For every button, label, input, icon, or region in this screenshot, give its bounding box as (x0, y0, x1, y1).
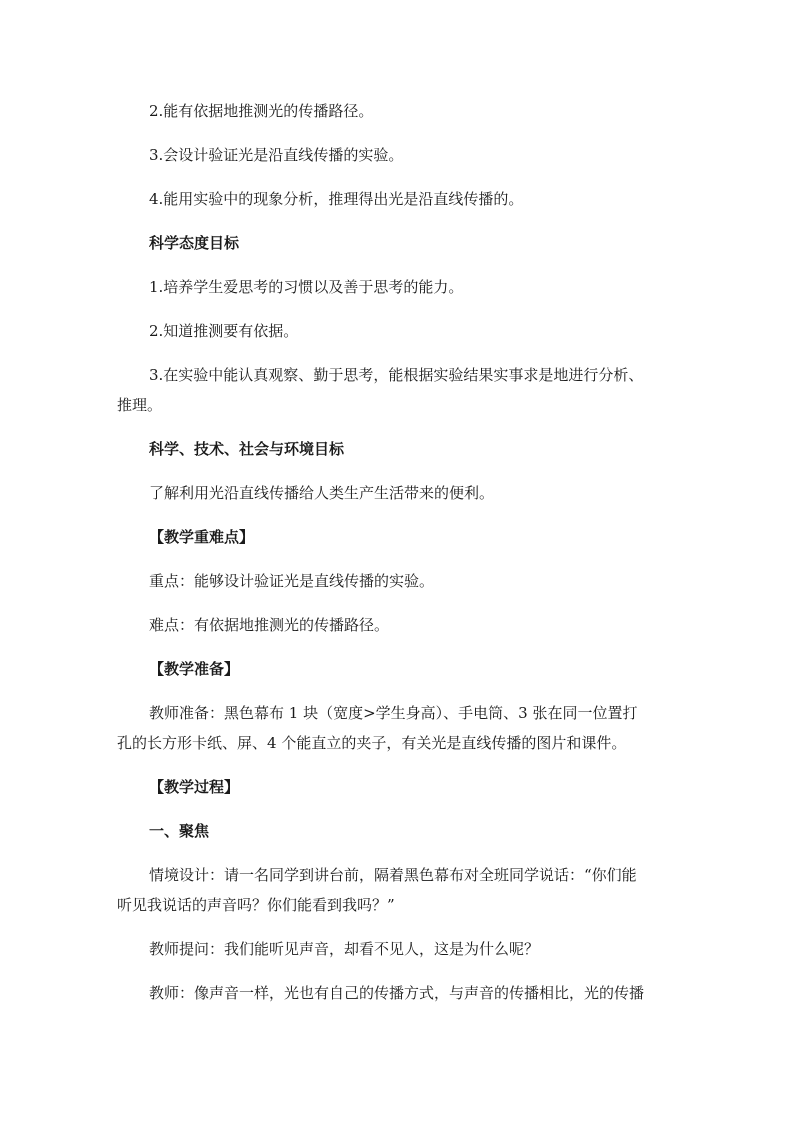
objective-paragraph-2 (117, 96, 683, 126)
section-heading-science-attitude (117, 228, 683, 258)
text-line: 了解利用光沿直线传播给人类生产生活带来的便利。 (149, 484, 495, 502)
heading-text: 科学、技术、社会与环境目标 (149, 440, 345, 458)
section-heading-preparation (117, 654, 683, 684)
heading-text: 【教学准备】 (149, 660, 240, 678)
text-line: 2.能有依据地推测光的传播路径。 (149, 102, 374, 120)
text-line: 情境设计：请一名同学到讲台前，隔着黑色幕布对全班同学说话：“你们能 (149, 866, 637, 884)
teacher-question-paragraph (117, 934, 683, 964)
attitude-paragraph-1 (117, 272, 683, 302)
text-line: 难点：有依据地推测光的传播路径。 (149, 616, 390, 634)
objective-paragraph-3 (117, 140, 683, 170)
text-line: 孔的长方形卡纸、屏、4 个能直立的夹子，有关光是直线传播的图片和课件。 (117, 734, 627, 752)
scenario-paragraph (117, 860, 683, 920)
attitude-paragraph-3 (117, 360, 683, 420)
stse-paragraph (117, 478, 683, 508)
text-line: 听见我说话的声音吗？你们能看到我吗？” (117, 896, 395, 914)
section-heading-key-points (117, 522, 683, 552)
attitude-paragraph-2 (117, 316, 683, 346)
preparation-paragraph (117, 698, 683, 758)
text-line: 3.会设计验证光是沿直线传播的实验。 (149, 146, 404, 164)
text-line: 2.知道推测要有依据。 (149, 322, 299, 340)
text-line: 教师准备：黑色幕布 1 块（宽度>学生身高）、手电筒、3 张在同一位置打 (149, 704, 638, 722)
text-line: 教师提问：我们能听见声音，却看不见人，这是为什么呢？ (149, 940, 540, 958)
key-point-paragraph (117, 566, 683, 596)
text-line: 4.能用实验中的现象分析，推理得出光是沿直线传播的。 (149, 190, 524, 208)
text-line: 1.培养学生爱思考的习惯以及善于思考的能力。 (149, 278, 464, 296)
section-heading-focus (117, 816, 683, 846)
difficulty-paragraph (117, 610, 683, 640)
text-line: 教师：像声音一样，光也有自己的传播方式，与声音的传播相比，光的传播 (149, 984, 645, 1002)
text-line: 推理。 (117, 396, 163, 414)
teacher-statement-paragraph (117, 978, 683, 1008)
section-heading-stse (117, 434, 683, 464)
objective-paragraph-4 (117, 184, 683, 214)
document-body (117, 96, 683, 1022)
heading-text: 【教学重难点】 (149, 528, 255, 546)
heading-text: 科学态度目标 (149, 234, 240, 252)
text-line: 重点：能够设计验证光是直线传播的实验。 (149, 572, 435, 590)
heading-text: 一、聚焦 (149, 822, 210, 840)
heading-text: 【教学过程】 (149, 778, 240, 796)
section-heading-process (117, 772, 683, 802)
text-line: 3.在实验中能认真观察、勤于思考，能根据实验结果实事求是地进行分析、 (149, 366, 644, 384)
